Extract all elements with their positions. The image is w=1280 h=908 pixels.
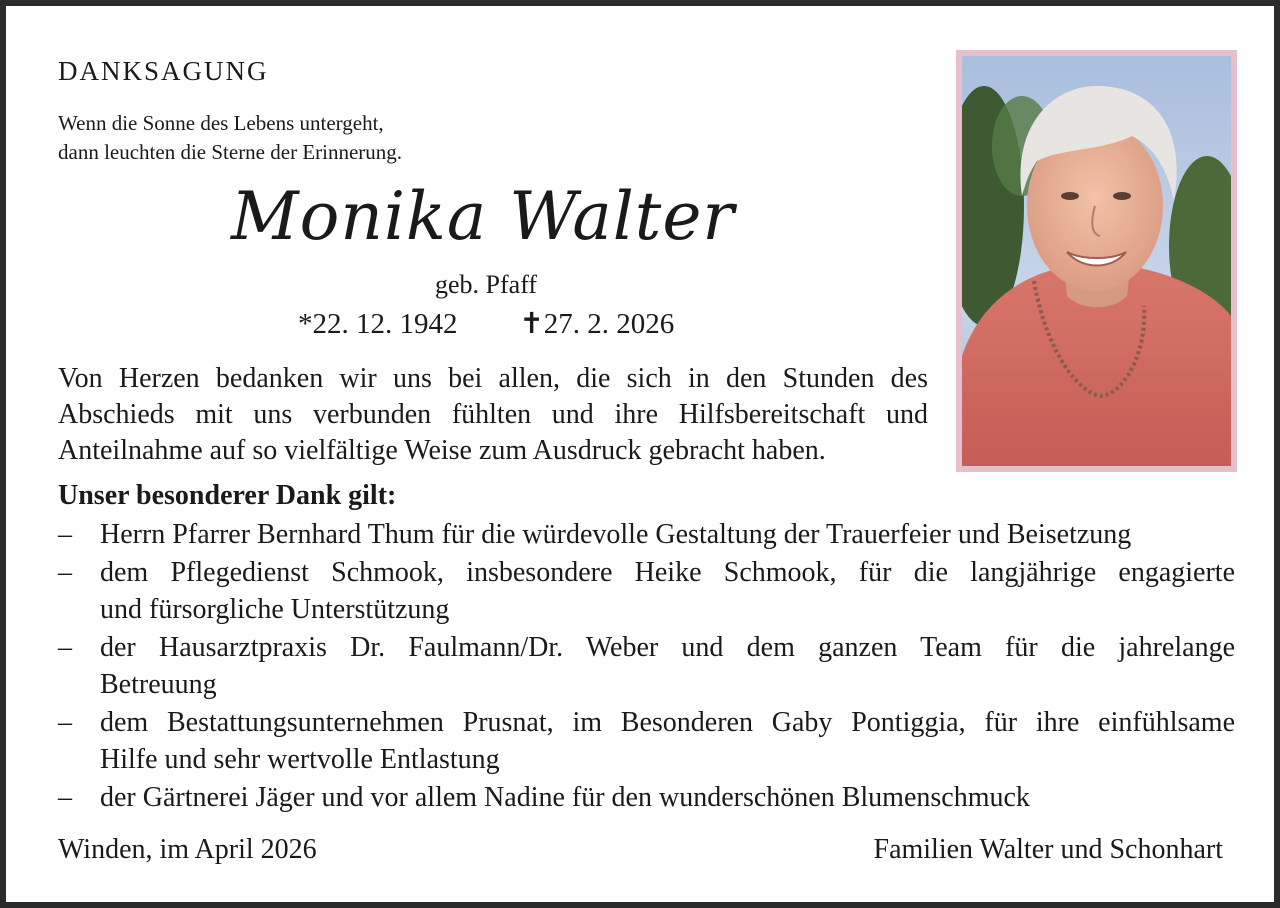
thanks-item-line: Hilfe und sehr wertvolle Entlastung (100, 744, 500, 775)
list-dash: – (58, 706, 72, 738)
intro-line: Abschieds mit uns verbunden fühlten und ihre Hilfsbereitschaft und (58, 399, 928, 430)
thanks-item (58, 629, 1235, 704)
intro-text (58, 361, 928, 469)
deceased-name: Monika Walter (231, 178, 735, 255)
motto-line: dann leuchten die Sterne der Erinnerung. (58, 140, 403, 164)
signature: Familien Walter und Schonhart (873, 834, 1223, 865)
notice-heading: DANKSAGUNG (58, 56, 269, 86)
thanks-item-line: und fürsorgliche Unterstützung (100, 594, 450, 625)
list-dash: – (58, 631, 72, 663)
portrait-image (962, 56, 1231, 466)
list-dash: – (58, 519, 72, 550)
thanks-item-line: Herrn Pfarrer Bernhard Thum für die würdevolle Gestaltung der Trauerfeier und Beisetzung (100, 519, 1132, 550)
intro-line: Anteilnahme auf so vielfältige Weise zum Ausdruck gebracht haben. (58, 435, 826, 466)
motto (58, 109, 402, 167)
thanks-item-line: dem Pflegedienst Schmook, insbesondere Heike Schmook, für die langjährige engagierte (100, 556, 1235, 588)
list-dash: – (58, 556, 72, 588)
life-dates (298, 306, 674, 341)
thanks-heading: Unser besonderer Dank gilt: (58, 480, 397, 511)
thanks-list (58, 516, 1235, 816)
portrait-photo (956, 50, 1237, 472)
motto-line: Wenn die Sonne des Lebens untergeht, (58, 111, 384, 135)
birth-date: *22. 12. 1942 (298, 308, 458, 340)
death-date: ✝27. 2. 2026 (519, 308, 675, 340)
thanks-item (58, 779, 1235, 817)
thanks-item-line: Betreuung (100, 669, 217, 700)
place-and-date: Winden, im April 2026 (58, 834, 317, 865)
thanks-item-line: der Gärtnerei Jäger und vor allem Nadine für den wunderschönen Blumenschmuck (100, 781, 1030, 813)
thanks-item-line: dem Bestattungsunternehmen Prusnat, im Besonderen Gaby Pontiggia, für ihre einfühlsame (100, 706, 1235, 738)
thanks-item (58, 554, 1235, 629)
thanks-item (58, 516, 1235, 554)
thanks-item (58, 704, 1235, 779)
thanks-item-line: der Hausarztpraxis Dr. Faulmann/Dr. Weber und dem ganzen Team für die jahrelange (100, 631, 1235, 663)
intro-line: Von Herzen bedanken wir uns bei allen, die sich in den Stunden des (58, 363, 928, 394)
maiden-name: geb. Pfaff (435, 270, 538, 299)
list-dash: – (58, 781, 72, 813)
